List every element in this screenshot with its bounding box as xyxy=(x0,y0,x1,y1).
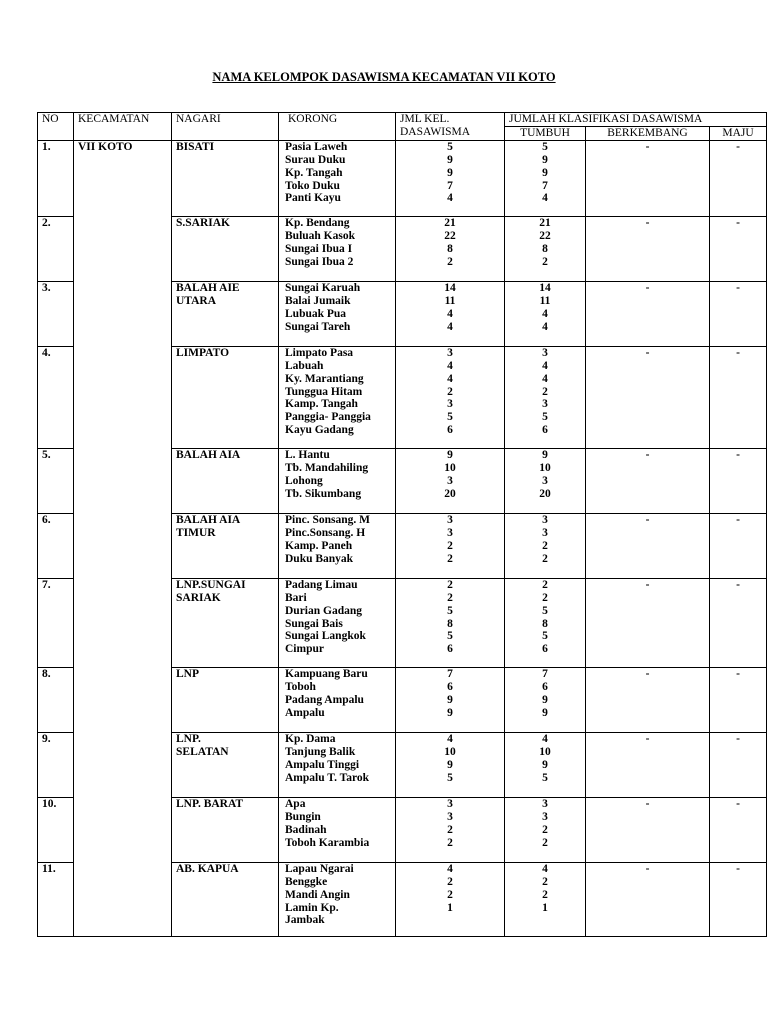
korong-cell xyxy=(279,216,396,281)
header-nagari: NAGARI xyxy=(172,113,279,141)
jml-cell xyxy=(396,578,505,667)
header-klasifikasi: JUMLAH KLASIFIKASI DASAWISMA xyxy=(505,113,767,127)
korong-name: Sungai Tareh xyxy=(285,320,351,333)
tumbuh-value: 11 xyxy=(539,294,551,307)
korong-name: Bungin xyxy=(285,810,321,823)
nagari-cell xyxy=(172,281,279,346)
nagari-cell xyxy=(172,732,279,797)
jml-value: 3 xyxy=(447,797,453,810)
row-number: 2. xyxy=(38,216,74,281)
row-number: 7. xyxy=(38,578,74,667)
nagari-cell xyxy=(172,578,279,667)
berkembang-cell: - xyxy=(586,732,710,797)
korong-name: Kp. Bendang xyxy=(285,216,350,229)
korong-name: Durian Gadang xyxy=(285,604,363,617)
jml-value: 9 xyxy=(447,153,453,166)
korong-name: Badinah xyxy=(285,823,327,836)
tumbuh-value: 3 xyxy=(542,398,548,411)
tumbuh-value: 1 xyxy=(542,901,548,914)
korong-cell xyxy=(279,346,396,448)
tumbuh-value: 5 xyxy=(542,604,548,617)
korong-cell xyxy=(279,732,396,797)
nagari-cell xyxy=(172,513,279,578)
tumbuh-value: 9 xyxy=(542,153,548,166)
jml-value: 9 xyxy=(447,706,453,719)
row-number: 3. xyxy=(38,281,74,346)
nagari-cell xyxy=(172,140,279,216)
korong-name: Limpato Pasa xyxy=(285,346,354,359)
jml-value: 20 xyxy=(444,487,456,500)
jml-value: 21 xyxy=(444,216,456,229)
korong-name: Kamp. Paneh xyxy=(285,539,353,552)
korong-name: Padang Ampalu xyxy=(285,693,364,706)
jml-value: 14 xyxy=(444,281,456,294)
korong-name: Sungai Bais xyxy=(285,617,343,630)
maju-cell: - xyxy=(710,346,767,448)
tumbuh-cell xyxy=(505,346,586,448)
jml-value: 5 xyxy=(447,411,453,424)
nagari-name: S.SARIAK xyxy=(176,216,231,229)
row-number: 8. xyxy=(38,667,74,732)
tumbuh-value: 4 xyxy=(542,359,548,372)
jml-value: 9 xyxy=(447,758,453,771)
korong-name: Ampalu xyxy=(285,706,325,719)
korong-name: L. Hantu xyxy=(285,448,330,461)
korong-name: Ky. Marantiang xyxy=(285,372,364,385)
tumbuh-value: 9 xyxy=(542,448,548,461)
tumbuh-value: 10 xyxy=(539,745,551,758)
tumbuh-value: 4 xyxy=(542,862,548,875)
jml-value: 8 xyxy=(447,617,453,630)
header-berkembang: BERKEMBANG xyxy=(586,126,710,140)
header-maju: MAJU xyxy=(710,126,767,140)
jml-cell xyxy=(396,216,505,281)
jml-value: 3 xyxy=(447,398,453,411)
korong-name: Mandi Angin xyxy=(285,888,350,901)
nagari-name: BISATI xyxy=(176,140,215,153)
tumbuh-cell xyxy=(505,797,586,862)
korong-cell xyxy=(279,578,396,667)
document-title: NAMA KELOMPOK DASAWISMA KECAMATAN VII KOTO xyxy=(212,70,556,84)
tumbuh-value: 5 xyxy=(542,771,548,784)
jml-value: 5 xyxy=(447,604,453,617)
korong-cell xyxy=(279,281,396,346)
maju-cell: - xyxy=(710,216,767,281)
tumbuh-cell xyxy=(505,578,586,667)
tumbuh-value: 4 xyxy=(542,192,548,205)
tumbuh-value: 7 xyxy=(542,179,548,192)
jml-value: 9 xyxy=(447,448,453,461)
row-number: 6. xyxy=(38,513,74,578)
header-jml-line2: DASAWISMA xyxy=(400,125,470,138)
tumbuh-value: 5 xyxy=(542,630,548,643)
tumbuh-value: 4 xyxy=(542,320,548,333)
header-jml-kel xyxy=(396,113,505,141)
jml-cell xyxy=(396,513,505,578)
jml-value: 6 xyxy=(447,424,453,437)
tumbuh-value: 9 xyxy=(542,693,548,706)
tumbuh-value: 6 xyxy=(542,680,548,693)
header-tumbuh: TUMBUH xyxy=(505,126,586,140)
jml-value: 2 xyxy=(447,591,453,604)
tumbuh-value: 9 xyxy=(542,758,548,771)
nagari-cell xyxy=(172,448,279,513)
maju-cell: - xyxy=(710,578,767,667)
tumbuh-value: 6 xyxy=(542,643,548,656)
korong-name: Bari xyxy=(285,591,307,604)
nagari-name: LNP. BARAT xyxy=(176,797,244,810)
berkembang-cell: - xyxy=(586,346,710,448)
korong-name: Duku Banyak xyxy=(285,552,354,565)
korong-name: Surau Duku xyxy=(285,153,346,166)
tumbuh-value: 5 xyxy=(542,411,548,424)
tumbuh-value: 2 xyxy=(542,875,548,888)
tumbuh-value: 4 xyxy=(542,732,548,745)
korong-name: Pinc.Sonsang. H xyxy=(285,526,366,539)
tumbuh-value: 4 xyxy=(542,372,548,385)
nagari-cell xyxy=(172,797,279,862)
korong-name: Lubuak Pua xyxy=(285,307,347,320)
jml-cell xyxy=(396,732,505,797)
tumbuh-value: 4 xyxy=(542,307,548,320)
maju-cell: - xyxy=(710,667,767,732)
tumbuh-cell xyxy=(505,513,586,578)
korong-name: Kampuang Baru xyxy=(285,667,368,680)
header-no: NO xyxy=(38,113,74,141)
tumbuh-value: 2 xyxy=(542,823,548,836)
korong-name: Tb. Mandahiling xyxy=(285,461,369,474)
korong-name: Kp. Tangah xyxy=(285,166,343,179)
tumbuh-value: 5 xyxy=(542,140,548,153)
jml-value: 4 xyxy=(447,862,453,875)
jml-cell xyxy=(396,862,505,936)
jml-value: 7 xyxy=(447,179,453,192)
nagari-name: TIMUR xyxy=(176,526,216,539)
jml-value: 4 xyxy=(447,372,453,385)
jml-value: 5 xyxy=(447,630,453,643)
korong-name: Sungai Langkok xyxy=(285,630,366,643)
berkembang-cell: - xyxy=(586,281,710,346)
tumbuh-value: 3 xyxy=(542,526,548,539)
jml-value: 4 xyxy=(447,192,453,205)
jml-value: 3 xyxy=(447,474,453,487)
nagari-name: BALAH AIA xyxy=(176,448,241,461)
nagari-name: LNP xyxy=(176,667,199,680)
tumbuh-value: 2 xyxy=(542,539,548,552)
jml-value: 6 xyxy=(447,643,453,656)
nagari-name: AB. KAPUA xyxy=(176,862,239,875)
maju-cell: - xyxy=(710,862,767,936)
korong-name: Sungai Karuah xyxy=(285,281,361,294)
jml-value: 3 xyxy=(447,526,453,539)
korong-name: Kp. Dama xyxy=(285,732,336,745)
jml-value: 5 xyxy=(447,771,453,784)
korong-name: Lohong xyxy=(285,474,323,487)
nagari-name: BALAH AIA xyxy=(176,513,241,526)
korong-name: Labuah xyxy=(285,359,324,372)
jml-value: 4 xyxy=(447,359,453,372)
tumbuh-value: 9 xyxy=(542,166,548,179)
jml-value: 9 xyxy=(447,166,453,179)
korong-name: Cimpur xyxy=(285,643,324,656)
tumbuh-cell xyxy=(505,667,586,732)
jml-value: 9 xyxy=(447,693,453,706)
tumbuh-value: 14 xyxy=(539,281,551,294)
jml-value: 2 xyxy=(447,385,453,398)
tumbuh-value: 3 xyxy=(542,797,548,810)
tumbuh-value: 2 xyxy=(542,552,548,565)
jml-value: 1 xyxy=(447,901,453,914)
kecamatan-cell: VII KOTO xyxy=(74,140,172,936)
row-number: 9. xyxy=(38,732,74,797)
maju-cell: - xyxy=(710,140,767,216)
jml-cell xyxy=(396,140,505,216)
nagari-cell xyxy=(172,667,279,732)
tumbuh-value: 3 xyxy=(542,474,548,487)
korong-name: Balai Jumaik xyxy=(285,294,351,307)
jml-value: 2 xyxy=(447,255,453,268)
jml-cell xyxy=(396,797,505,862)
row-number: 5. xyxy=(38,448,74,513)
korong-name: Kayu Gadang xyxy=(285,424,354,437)
tumbuh-value: 7 xyxy=(542,667,548,680)
korong-cell xyxy=(279,448,396,513)
jml-cell xyxy=(396,667,505,732)
korong-cell xyxy=(279,797,396,862)
jml-cell xyxy=(396,346,505,448)
tumbuh-value: 3 xyxy=(542,513,548,526)
korong-name: Apa xyxy=(285,797,306,810)
tumbuh-value: 20 xyxy=(539,487,551,500)
jml-value: 3 xyxy=(447,346,453,359)
jml-value: 2 xyxy=(447,875,453,888)
korong-cell xyxy=(279,513,396,578)
berkembang-cell: - xyxy=(586,797,710,862)
korong-name: Toboh Karambia xyxy=(285,836,370,849)
maju-cell: - xyxy=(710,732,767,797)
berkembang-cell: - xyxy=(586,667,710,732)
korong-name: Sungai Ibua 2 xyxy=(285,255,354,268)
header-korong: KORONG xyxy=(279,113,396,141)
jml-value: 2 xyxy=(447,888,453,901)
jml-value: 2 xyxy=(447,552,453,565)
jml-value: 10 xyxy=(444,745,456,758)
jml-value: 5 xyxy=(447,140,453,153)
korong-name: Lamin Kp. xyxy=(285,901,339,914)
jml-value: 6 xyxy=(447,680,453,693)
tumbuh-cell xyxy=(505,448,586,513)
jml-value: 8 xyxy=(447,242,453,255)
nagari-name: UTARA xyxy=(176,294,217,307)
nagari-name: SARIAK xyxy=(176,591,221,604)
tumbuh-value: 2 xyxy=(542,888,548,901)
berkembang-cell: - xyxy=(586,578,710,667)
header-jml-line1: JML KEL. xyxy=(400,113,450,125)
tumbuh-value: 9 xyxy=(542,706,548,719)
row-number: 1. xyxy=(38,140,74,216)
header-kecamatan: KECAMATAN xyxy=(74,113,172,141)
korong-name: Pinc. Sonsang. M xyxy=(285,513,370,526)
tumbuh-cell xyxy=(505,862,586,936)
tumbuh-cell xyxy=(505,281,586,346)
korong-name: Benggke xyxy=(285,875,328,888)
jml-value: 2 xyxy=(447,578,453,591)
jml-value: 22 xyxy=(444,229,456,242)
korong-name: Pasia Laweh xyxy=(285,140,348,153)
berkembang-cell: - xyxy=(586,513,710,578)
tumbuh-value: 2 xyxy=(542,591,548,604)
nagari-cell xyxy=(172,216,279,281)
tumbuh-value: 2 xyxy=(542,836,548,849)
jml-value: 4 xyxy=(447,320,453,333)
berkembang-cell: - xyxy=(586,448,710,513)
tumbuh-value: 2 xyxy=(542,578,548,591)
tumbuh-value: 21 xyxy=(539,216,551,229)
korong-name: Tanjung Balik xyxy=(285,745,356,758)
tumbuh-cell xyxy=(505,140,586,216)
berkembang-cell: - xyxy=(586,862,710,936)
korong-name: Panggia- Panggia xyxy=(285,411,371,424)
korong-name: Tb. Sikumbang xyxy=(285,487,362,500)
dasawisma-table xyxy=(37,112,767,937)
korong-name: Kamp. Tangah xyxy=(285,398,358,411)
nagari-cell xyxy=(172,862,279,936)
jml-value: 4 xyxy=(447,307,453,320)
row-number: 11. xyxy=(38,862,74,936)
korong-cell xyxy=(279,862,396,936)
maju-cell: - xyxy=(710,513,767,578)
tumbuh-value: 2 xyxy=(542,255,548,268)
tumbuh-value: 3 xyxy=(542,346,548,359)
tumbuh-value: 2 xyxy=(542,385,548,398)
tumbuh-value: 10 xyxy=(539,461,551,474)
nagari-name: LIMPATO xyxy=(176,346,230,359)
tumbuh-value: 3 xyxy=(542,810,548,823)
row-number: 4. xyxy=(38,346,74,448)
jml-value: 10 xyxy=(444,461,456,474)
nagari-name: LNP.SUNGAI xyxy=(176,578,246,591)
korong-name: Buluah Kasok xyxy=(285,229,355,242)
tumbuh-value: 22 xyxy=(539,229,551,242)
row-number: 10. xyxy=(38,797,74,862)
berkembang-cell: - xyxy=(586,216,710,281)
korong-name: Toboh xyxy=(285,680,316,693)
table-body xyxy=(38,140,767,936)
tumbuh-cell xyxy=(505,732,586,797)
korong-name: Ampalu Tinggi xyxy=(285,758,360,771)
korong-name: Padang Limau xyxy=(285,578,358,591)
jml-value: 3 xyxy=(447,513,453,526)
tumbuh-cell xyxy=(505,216,586,281)
berkembang-cell: - xyxy=(586,140,710,216)
tumbuh-value: 8 xyxy=(542,242,548,255)
table-row xyxy=(38,140,767,216)
jml-cell xyxy=(396,448,505,513)
korong-name: Ampalu T. Tarok xyxy=(285,771,370,784)
jml-cell xyxy=(396,281,505,346)
nagari-cell xyxy=(172,346,279,448)
korong-cell xyxy=(279,140,396,216)
korong-name: Toko Duku xyxy=(285,179,340,192)
tumbuh-value: 6 xyxy=(542,424,548,437)
jml-value: 2 xyxy=(447,539,453,552)
korong-cell xyxy=(279,667,396,732)
nagari-name: SELATAN xyxy=(176,745,229,758)
jml-value: 2 xyxy=(447,823,453,836)
maju-cell: - xyxy=(710,448,767,513)
jml-value: 11 xyxy=(444,294,456,307)
korong-name: Tunggua Hitam xyxy=(285,385,363,398)
jml-value: 7 xyxy=(447,667,453,680)
korong-name: Sungai Ibua I xyxy=(285,242,353,255)
jml-value: 4 xyxy=(447,732,453,745)
maju-cell: - xyxy=(710,281,767,346)
nagari-name: BALAH AIE xyxy=(176,281,240,294)
korong-name: Lapau Ngarai xyxy=(285,862,354,875)
tumbuh-value: 8 xyxy=(542,617,548,630)
nagari-name: LNP. xyxy=(176,732,201,745)
korong-name: Panti Kayu xyxy=(285,192,341,205)
korong-name: Jambak xyxy=(285,914,325,927)
maju-cell: - xyxy=(710,797,767,862)
jml-value: 3 xyxy=(447,810,453,823)
jml-value: 2 xyxy=(447,836,453,849)
